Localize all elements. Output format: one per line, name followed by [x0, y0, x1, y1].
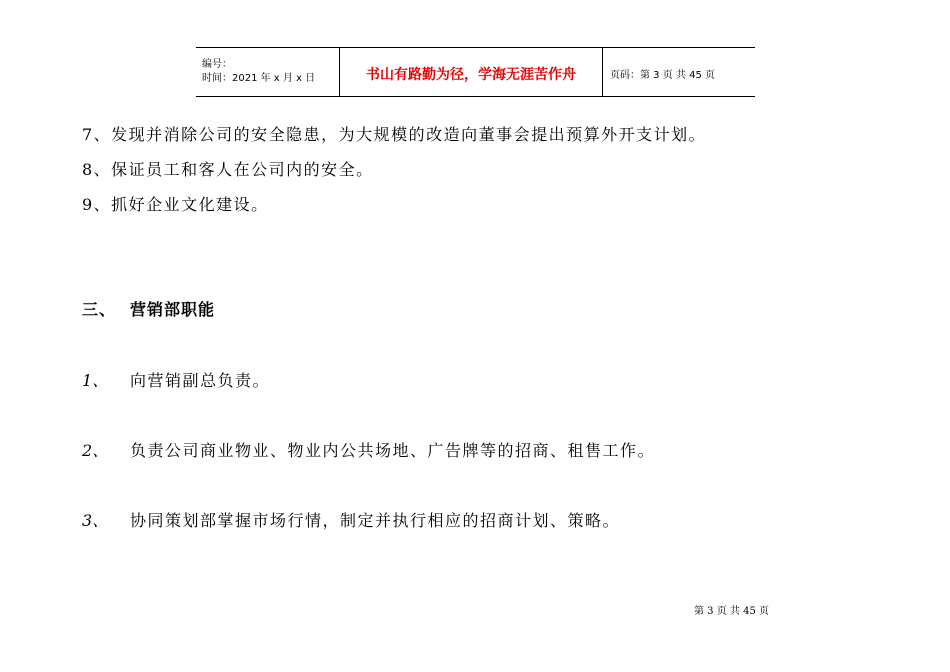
list-item	[82, 438, 655, 461]
list-item-number: 3、	[82, 511, 109, 530]
section-heading	[82, 297, 215, 320]
body-line-9: 9、抓好企业文化建设。	[82, 195, 269, 214]
document-header	[196, 47, 755, 97]
page-code-text: 页码：第 3 页 共 45 页	[610, 70, 715, 81]
serial-number-label: 编号：	[202, 59, 232, 70]
list-item-text: 负责公司商业物业、物业内公共场地、广告牌等的招商、租售工作。	[130, 441, 656, 460]
list-item-number: 2、	[82, 441, 109, 460]
list-item-number: 1、	[82, 371, 109, 390]
date-text: 时间：2021 年 x 月 x 日	[202, 73, 316, 84]
body-line-7: 7、发现并消除公司的安全隐患，为大规模的改造向董事会提出预算外开支计划。	[82, 125, 707, 144]
section-number: 三、	[82, 300, 117, 319]
section-title: 营销部职能	[130, 300, 216, 319]
list-item	[82, 508, 620, 531]
motto-text: 书山有路勤为径，学海无涯苦作舟	[366, 66, 576, 83]
list-item	[82, 368, 270, 391]
page-footer: 第 3 页 共 45 页	[694, 606, 769, 617]
header-page-code	[603, 48, 755, 96]
list-item-text: 向营销副总负责。	[130, 371, 271, 390]
body-line-8: 8、保证员工和客人在公司内的安全。	[82, 160, 374, 179]
header-motto	[339, 48, 603, 96]
header-meta	[196, 48, 339, 96]
list-item-text: 协同策划部掌握市场行情，制定并执行相应的招商计划、策略。	[130, 511, 621, 530]
